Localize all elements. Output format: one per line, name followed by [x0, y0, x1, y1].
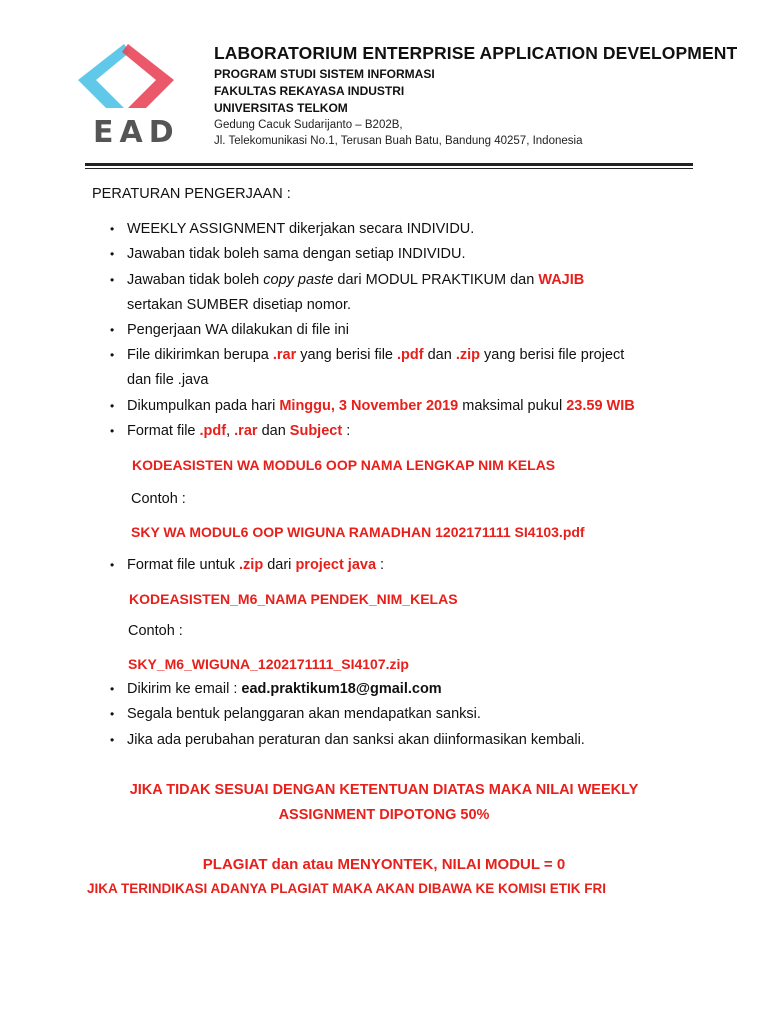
warning-line-2: ASSIGNMENT DIPOTONG 50%	[278, 807, 490, 823]
rule-item: • File dikirimkan berupa .rar yang berisi file .pdf dan .zip yang berisi file project	[127, 347, 624, 363]
plagiarism-warning: PLAGIAT dan atau MENYONTEK, NILAI MODUL = 0	[202, 856, 566, 873]
rules-heading: PERATURAN PENGERJAAN :	[92, 186, 291, 202]
rule-item: • Format file untuk .zip dari project java :	[127, 557, 384, 573]
header-divider	[85, 163, 693, 166]
faculty-name: FAKULTAS REKAYASA INDUSTRI	[214, 84, 405, 98]
warning-line-1: JIKA TIDAK SESUAI DENGAN KETENTUAN DIATAS MAKA NILAI WEEKLY	[129, 782, 639, 798]
address-line-1: Gedung Cacuk Sudarijanto – B202B,	[214, 119, 403, 131]
subject-example: SKY WA MODUL6 OOP WIGUNA RAMADHAN 1202171111 SI4103.pdf	[131, 524, 585, 540]
subject-format: KODEASISTEN WA MODUL6 OOP NAMA LENGKAP NIM KELAS	[132, 457, 556, 473]
rule-item-continued: sertakan SUMBER disetiap nomor.	[127, 297, 352, 313]
example-label: Contoh :	[128, 623, 183, 639]
email-address: ead.praktikum18@gmail.com	[241, 681, 442, 697]
rule-item: • Pengerjaan WA dilakukan di file ini	[127, 322, 349, 338]
logo-text: EAD	[93, 115, 180, 150]
program-name: PROGRAM STUDI SISTEM INFORMASI	[214, 67, 435, 81]
ethics-warning: JIKA TERINDIKASI ADANYA PLAGIAT MAKA AKAN DIBAWA KE KOMISI ETIK FRI	[87, 881, 607, 896]
example-label: Contoh :	[131, 491, 186, 507]
university-name: UNIVERSITAS TELKOM	[214, 101, 348, 115]
rule-item: • Dikumpulkan pada hari Minggu, 3 November 2019 maksimal pukul 23.59 WIB	[127, 398, 635, 414]
rule-item: • Format file .pdf, .rar dan Subject :	[127, 423, 350, 439]
rule-item: • WEEKLY ASSIGNMENT dikerjakan secara INDIVIDU.	[127, 221, 474, 237]
header-divider-thin	[85, 168, 693, 169]
rule-item: • Jawaban tidak boleh sama dengan setiap INDIVIDU.	[127, 246, 466, 262]
rule-item: • Jika ada perubahan peraturan dan sanksi akan diinformasikan kembali.	[127, 732, 585, 748]
lab-title: LABORATORIUM ENTERPRISE APPLICATION DEVELOPMENT	[214, 43, 738, 63]
rule-item: • Jawaban tidak boleh copy paste dari MODUL PRAKTIKUM dan WAJIB	[127, 272, 584, 288]
rule-item-continued: dan file .java	[127, 372, 209, 388]
rule-item: • Dikirim ke email : ead.praktikum18@gmail.com	[127, 681, 442, 697]
zip-format: KODEASISTEN_M6_NAMA PENDEK_NIM_KELAS	[129, 591, 458, 607]
zip-example: SKY_M6_WIGUNA_1202171111_SI4107.zip	[128, 656, 409, 672]
address-line-2: Jl. Telekomunikasi No.1, Terusan Buah Batu, Bandung 40257, Indonesia	[214, 135, 583, 147]
rule-item: • Segala bentuk pelanggaran akan mendapatkan sanksi.	[127, 706, 481, 722]
